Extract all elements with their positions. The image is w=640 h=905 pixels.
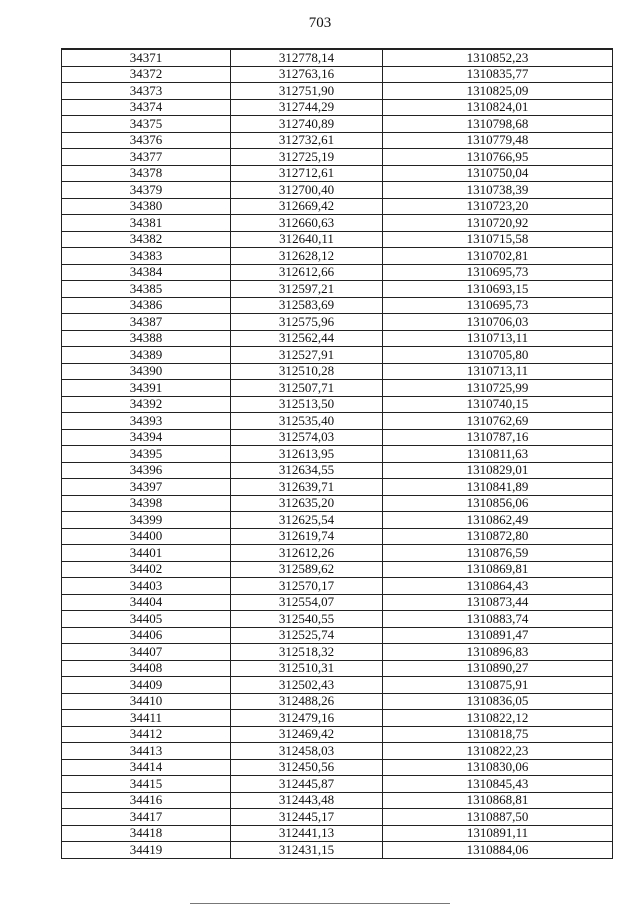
point-number-cell: 34415	[62, 776, 231, 793]
point-number-cell: 34419	[62, 842, 231, 859]
x-coordinate-cell: 312635,20	[231, 495, 383, 512]
y-coordinate-cell: 1310702,81	[383, 248, 613, 265]
y-coordinate-cell: 1310695,73	[383, 264, 613, 281]
x-coordinate-cell: 312510,28	[231, 363, 383, 380]
y-coordinate-cell: 1310825,09	[383, 83, 613, 100]
table-row	[62, 116, 613, 133]
table-row	[62, 231, 613, 248]
x-coordinate-cell: 312640,11	[231, 231, 383, 248]
table-row	[62, 363, 613, 380]
table-row	[62, 842, 613, 859]
x-coordinate-cell: 312589,62	[231, 561, 383, 578]
x-coordinate-cell: 312443,48	[231, 792, 383, 809]
y-coordinate-cell: 1310875,91	[383, 677, 613, 694]
y-coordinate-cell: 1310740,15	[383, 396, 613, 413]
table-row	[62, 165, 613, 182]
y-coordinate-cell: 1310811,63	[383, 446, 613, 463]
table-row	[62, 264, 613, 281]
y-coordinate-cell: 1310890,27	[383, 660, 613, 677]
table-row	[62, 281, 613, 298]
table-row	[62, 660, 613, 677]
x-coordinate-cell: 312510,31	[231, 660, 383, 677]
point-number-cell: 34402	[62, 561, 231, 578]
x-coordinate-cell: 312441,13	[231, 825, 383, 842]
table-row	[62, 693, 613, 710]
table-row	[62, 66, 613, 83]
table-row	[62, 99, 613, 116]
y-coordinate-cell: 1310824,01	[383, 99, 613, 116]
y-coordinate-cell: 1310872,80	[383, 528, 613, 545]
x-coordinate-cell: 312502,43	[231, 677, 383, 694]
table-row	[62, 314, 613, 331]
y-coordinate-cell: 1310725,99	[383, 380, 613, 397]
point-number-cell: 34392	[62, 396, 231, 413]
y-coordinate-cell: 1310845,43	[383, 776, 613, 793]
point-number-cell: 34386	[62, 297, 231, 314]
x-coordinate-cell: 312535,40	[231, 413, 383, 430]
x-coordinate-cell: 312527,91	[231, 347, 383, 364]
y-coordinate-cell: 1310705,80	[383, 347, 613, 364]
table-row	[62, 726, 613, 743]
y-coordinate-cell: 1310723,20	[383, 198, 613, 215]
x-coordinate-cell: 312763,16	[231, 66, 383, 83]
x-coordinate-cell: 312612,66	[231, 264, 383, 281]
x-coordinate-cell: 312612,26	[231, 545, 383, 562]
y-coordinate-cell: 1310750,04	[383, 165, 613, 182]
table-row	[62, 347, 613, 364]
y-coordinate-cell: 1310883,74	[383, 611, 613, 628]
table-row	[62, 149, 613, 166]
x-coordinate-cell: 312574,03	[231, 429, 383, 446]
y-coordinate-cell: 1310693,15	[383, 281, 613, 298]
table-row	[62, 809, 613, 826]
table-row	[62, 578, 613, 595]
point-number-cell: 34403	[62, 578, 231, 595]
x-coordinate-cell: 312445,17	[231, 809, 383, 826]
point-number-cell: 34382	[62, 231, 231, 248]
x-coordinate-cell: 312507,71	[231, 380, 383, 397]
y-coordinate-cell: 1310818,75	[383, 726, 613, 743]
point-number-cell: 34378	[62, 165, 231, 182]
table-row	[62, 83, 613, 100]
table-row	[62, 710, 613, 727]
table-row	[62, 627, 613, 644]
point-number-cell: 34384	[62, 264, 231, 281]
x-coordinate-cell: 312619,74	[231, 528, 383, 545]
point-number-cell: 34417	[62, 809, 231, 826]
y-coordinate-cell: 1310715,58	[383, 231, 613, 248]
y-coordinate-cell: 1310720,92	[383, 215, 613, 232]
x-coordinate-cell: 312479,16	[231, 710, 383, 727]
table-row	[62, 743, 613, 760]
x-coordinate-cell: 312625,54	[231, 512, 383, 529]
point-number-cell: 34373	[62, 83, 231, 100]
x-coordinate-cell: 312613,95	[231, 446, 383, 463]
point-number-cell: 34399	[62, 512, 231, 529]
point-number-cell: 34380	[62, 198, 231, 215]
x-coordinate-cell: 312725,19	[231, 149, 383, 166]
point-number-cell: 34410	[62, 693, 231, 710]
x-coordinate-cell: 312570,17	[231, 578, 383, 595]
x-coordinate-cell: 312458,03	[231, 743, 383, 760]
point-number-cell: 34411	[62, 710, 231, 727]
point-number-cell: 34379	[62, 182, 231, 199]
y-coordinate-cell: 1310798,68	[383, 116, 613, 133]
point-number-cell: 34388	[62, 330, 231, 347]
y-coordinate-cell: 1310822,23	[383, 743, 613, 760]
table-row	[62, 479, 613, 496]
point-number-cell: 34383	[62, 248, 231, 265]
table-row	[62, 446, 613, 463]
y-coordinate-cell: 1310766,95	[383, 149, 613, 166]
y-coordinate-cell: 1310841,89	[383, 479, 613, 496]
table-row	[62, 330, 613, 347]
x-coordinate-cell: 312639,71	[231, 479, 383, 496]
y-coordinate-cell: 1310864,43	[383, 578, 613, 595]
point-number-cell: 34407	[62, 644, 231, 661]
point-number-cell: 34391	[62, 380, 231, 397]
point-number-cell: 34396	[62, 462, 231, 479]
y-coordinate-cell: 1310830,06	[383, 759, 613, 776]
y-coordinate-cell: 1310779,48	[383, 132, 613, 149]
table-row	[62, 759, 613, 776]
point-number-cell: 34385	[62, 281, 231, 298]
point-number-cell: 34374	[62, 99, 231, 116]
y-coordinate-cell: 1310829,01	[383, 462, 613, 479]
y-coordinate-cell: 1310891,11	[383, 825, 613, 842]
y-coordinate-cell: 1310787,16	[383, 429, 613, 446]
table-row	[62, 528, 613, 545]
x-coordinate-cell: 312469,42	[231, 726, 383, 743]
point-number-cell: 34408	[62, 660, 231, 677]
point-number-cell: 34376	[62, 132, 231, 149]
y-coordinate-cell: 1310713,11	[383, 363, 613, 380]
x-coordinate-cell: 312575,96	[231, 314, 383, 331]
point-number-cell: 34414	[62, 759, 231, 776]
point-number-cell: 34393	[62, 413, 231, 430]
x-coordinate-cell: 312628,12	[231, 248, 383, 265]
point-number-cell: 34375	[62, 116, 231, 133]
y-coordinate-cell: 1310868,81	[383, 792, 613, 809]
table-row	[62, 677, 613, 694]
x-coordinate-cell: 312525,74	[231, 627, 383, 644]
point-number-cell: 34389	[62, 347, 231, 364]
table-row	[62, 825, 613, 842]
table-row	[62, 545, 613, 562]
y-coordinate-cell: 1310713,11	[383, 330, 613, 347]
x-coordinate-cell: 312634,55	[231, 462, 383, 479]
y-coordinate-cell: 1310862,49	[383, 512, 613, 529]
x-coordinate-cell: 312583,69	[231, 297, 383, 314]
table-row	[62, 644, 613, 661]
y-coordinate-cell: 1310887,50	[383, 809, 613, 826]
point-number-cell: 34390	[62, 363, 231, 380]
table-row	[62, 429, 613, 446]
x-coordinate-cell: 312744,29	[231, 99, 383, 116]
point-number-cell: 34405	[62, 611, 231, 628]
x-coordinate-cell: 312445,87	[231, 776, 383, 793]
table-row	[62, 49, 613, 66]
y-coordinate-cell: 1310738,39	[383, 182, 613, 199]
x-coordinate-cell: 312660,63	[231, 215, 383, 232]
x-coordinate-cell: 312488,26	[231, 693, 383, 710]
y-coordinate-cell: 1310884,06	[383, 842, 613, 859]
point-number-cell: 34372	[62, 66, 231, 83]
table-row	[62, 297, 613, 314]
point-number-cell: 34398	[62, 495, 231, 512]
table-row	[62, 215, 613, 232]
point-number-cell: 34416	[62, 792, 231, 809]
y-coordinate-cell: 1310876,59	[383, 545, 613, 562]
point-number-cell: 34412	[62, 726, 231, 743]
table-row	[62, 380, 613, 397]
x-coordinate-cell: 312431,15	[231, 842, 383, 859]
y-coordinate-cell: 1310896,83	[383, 644, 613, 661]
x-coordinate-cell: 312513,50	[231, 396, 383, 413]
y-coordinate-cell: 1310856,06	[383, 495, 613, 512]
table-row	[62, 248, 613, 265]
table-row	[62, 611, 613, 628]
point-number-cell: 34406	[62, 627, 231, 644]
table-row	[62, 132, 613, 149]
point-number-cell: 34413	[62, 743, 231, 760]
x-coordinate-cell: 312778,14	[231, 49, 383, 66]
point-number-cell: 34409	[62, 677, 231, 694]
table-row	[62, 495, 613, 512]
table-row	[62, 512, 613, 529]
y-coordinate-cell: 1310891,47	[383, 627, 613, 644]
y-coordinate-cell: 1310762,69	[383, 413, 613, 430]
y-coordinate-cell: 1310873,44	[383, 594, 613, 611]
table-row	[62, 182, 613, 199]
x-coordinate-cell: 312700,40	[231, 182, 383, 199]
x-coordinate-cell: 312732,61	[231, 132, 383, 149]
table-row	[62, 413, 613, 430]
x-coordinate-cell: 312712,61	[231, 165, 383, 182]
table-row	[62, 561, 613, 578]
x-coordinate-cell: 312751,90	[231, 83, 383, 100]
point-number-cell: 34404	[62, 594, 231, 611]
x-coordinate-cell: 312540,55	[231, 611, 383, 628]
y-coordinate-cell: 1310706,03	[383, 314, 613, 331]
point-number-cell: 34377	[62, 149, 231, 166]
bottom-rule	[190, 903, 450, 904]
x-coordinate-cell: 312562,44	[231, 330, 383, 347]
x-coordinate-cell: 312450,56	[231, 759, 383, 776]
y-coordinate-cell: 1310852,23	[383, 49, 613, 66]
point-number-cell: 34400	[62, 528, 231, 545]
table-row	[62, 776, 613, 793]
x-coordinate-cell: 312740,89	[231, 116, 383, 133]
point-number-cell: 34371	[62, 49, 231, 66]
y-coordinate-cell: 1310869,81	[383, 561, 613, 578]
y-coordinate-cell: 1310695,73	[383, 297, 613, 314]
point-number-cell: 34401	[62, 545, 231, 562]
y-coordinate-cell: 1310822,12	[383, 710, 613, 727]
x-coordinate-cell: 312669,42	[231, 198, 383, 215]
coordinates-table-body	[62, 49, 613, 858]
point-number-cell: 34395	[62, 446, 231, 463]
coordinates-table	[61, 48, 613, 859]
point-number-cell: 34387	[62, 314, 231, 331]
page-number: 703	[308, 15, 332, 31]
y-coordinate-cell: 1310836,05	[383, 693, 613, 710]
point-number-cell: 34418	[62, 825, 231, 842]
x-coordinate-cell: 312554,07	[231, 594, 383, 611]
point-number-cell: 34397	[62, 479, 231, 496]
table-row	[62, 594, 613, 611]
table-row	[62, 396, 613, 413]
point-number-cell: 34394	[62, 429, 231, 446]
y-coordinate-cell: 1310835,77	[383, 66, 613, 83]
point-number-cell: 34381	[62, 215, 231, 232]
table-row	[62, 792, 613, 809]
table-row	[62, 198, 613, 215]
table-row	[62, 462, 613, 479]
x-coordinate-cell: 312518,32	[231, 644, 383, 661]
x-coordinate-cell: 312597,21	[231, 281, 383, 298]
